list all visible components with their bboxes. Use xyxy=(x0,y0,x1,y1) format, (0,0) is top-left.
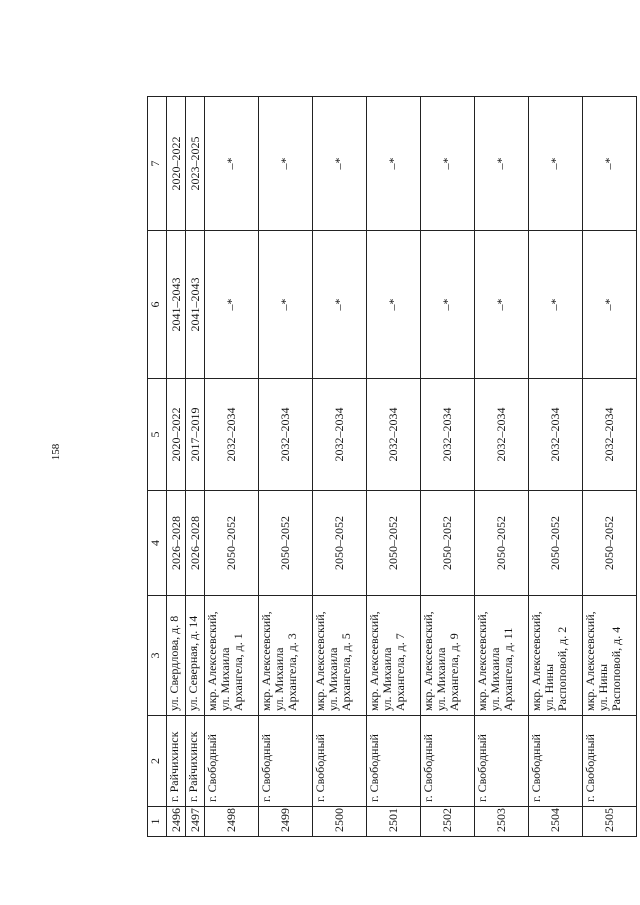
address-cell: мкр. Алексеевский, ул. Михаила Архангела, д. 11 xyxy=(475,596,529,716)
city-cell: г. Свободный xyxy=(529,716,583,807)
period-cell-7: 2020–2022 xyxy=(167,97,186,231)
row-number: 2505 xyxy=(583,807,637,837)
table-row xyxy=(167,97,186,837)
period-cell-6: –* xyxy=(583,231,637,379)
address-cell: мкр. Алексеевский, ул. Михаила Архангела, д. 1 xyxy=(205,596,259,716)
period-cell-7: 2023–2025 xyxy=(186,97,205,231)
period-cell-7: –* xyxy=(367,97,421,231)
period-cell-6: –* xyxy=(367,231,421,379)
page-number: 158 xyxy=(50,443,62,461)
row-number: 2497 xyxy=(186,807,205,837)
period-cell-4: 2050–2052 xyxy=(529,491,583,596)
column-header-5: 5 xyxy=(148,379,167,491)
period-cell-4: 2050–2052 xyxy=(313,491,367,596)
period-cell-4: 2050–2052 xyxy=(205,491,259,596)
column-header-1: 1 xyxy=(148,807,167,837)
address-cell: мкр. Алексеевский, ул. Михаила Архангела, д. 9 xyxy=(421,596,475,716)
table-container xyxy=(147,97,637,837)
period-cell-6: 2041–2043 xyxy=(186,231,205,379)
column-header-3: 3 xyxy=(148,596,167,716)
period-cell-5: 2032–2034 xyxy=(583,379,637,491)
address-cell: ул. Северная, д. 14 xyxy=(186,596,205,716)
period-cell-5: 2032–2034 xyxy=(475,379,529,491)
table-row xyxy=(475,97,529,837)
period-cell-4: 2050–2052 xyxy=(421,491,475,596)
city-cell: г. Свободный xyxy=(421,716,475,807)
row-number: 2496 xyxy=(167,807,186,837)
period-cell-6: –* xyxy=(529,231,583,379)
period-cell-5: 2020–2022 xyxy=(167,379,186,491)
period-cell-6: –* xyxy=(421,231,475,379)
city-cell: г. Свободный xyxy=(205,716,259,807)
period-cell-7: –* xyxy=(475,97,529,231)
period-cell-5: 2032–2034 xyxy=(421,379,475,491)
period-cell-6: –* xyxy=(259,231,313,379)
row-number: 2502 xyxy=(421,807,475,837)
city-cell: г. Свободный xyxy=(367,716,421,807)
period-cell-4: 2026–2028 xyxy=(186,491,205,596)
table-row xyxy=(583,97,637,837)
period-cell-4: 2050–2052 xyxy=(367,491,421,596)
period-cell-4: 2050–2052 xyxy=(475,491,529,596)
city-cell: г. Свободный xyxy=(259,716,313,807)
period-cell-7: –* xyxy=(583,97,637,231)
period-cell-7: –* xyxy=(259,97,313,231)
period-cell-5: 2032–2034 xyxy=(259,379,313,491)
period-cell-7: –* xyxy=(205,97,259,231)
row-number: 2498 xyxy=(205,807,259,837)
table-row xyxy=(186,97,205,837)
period-cell-4: 2050–2052 xyxy=(583,491,637,596)
period-cell-5: 2017–2019 xyxy=(186,379,205,491)
table-row xyxy=(313,97,367,837)
column-header-7: 7 xyxy=(148,97,167,231)
city-cell: г. Свободный xyxy=(475,716,529,807)
address-cell: мкр. Алексеевский, ул. Нины Распоповой, д. 4 xyxy=(583,596,637,716)
period-cell-6: –* xyxy=(475,231,529,379)
row-number: 2499 xyxy=(259,807,313,837)
table-row xyxy=(421,97,475,837)
table-row xyxy=(367,97,421,837)
column-header-4: 4 xyxy=(148,491,167,596)
period-cell-7: –* xyxy=(529,97,583,231)
city-cell: г. Свободный xyxy=(583,716,637,807)
data-table xyxy=(147,96,637,837)
period-cell-7: –* xyxy=(313,97,367,231)
address-cell: мкр. Алексеевский, ул. Михаила Архангела, д. 3 xyxy=(259,596,313,716)
period-cell-6: 2041–2043 xyxy=(167,231,186,379)
address-cell: мкр. Алексеевский, ул. Нины Распоповой, д. 2 xyxy=(529,596,583,716)
city-cell: г. Райчихинск xyxy=(167,716,186,807)
table-row xyxy=(259,97,313,837)
period-cell-5: 2032–2034 xyxy=(529,379,583,491)
row-number: 2500 xyxy=(313,807,367,837)
address-cell: мкр. Алексеевский, ул. Михаила Архангела, д. 5 xyxy=(313,596,367,716)
period-cell-6: –* xyxy=(205,231,259,379)
city-cell: г. Райчихинск xyxy=(186,716,205,807)
table-row xyxy=(205,97,259,837)
row-number: 2503 xyxy=(475,807,529,837)
header-row xyxy=(148,97,167,837)
address-cell: мкр. Алексеевский, ул. Михаила Архангела, д. 7 xyxy=(367,596,421,716)
period-cell-4: 2026–2028 xyxy=(167,491,186,596)
row-number: 2501 xyxy=(367,807,421,837)
column-header-6: 6 xyxy=(148,231,167,379)
period-cell-4: 2050–2052 xyxy=(259,491,313,596)
table-row xyxy=(529,97,583,837)
address-cell: ул. Свердлова, д. 8 xyxy=(167,596,186,716)
column-header-2: 2 xyxy=(148,716,167,807)
period-cell-5: 2032–2034 xyxy=(313,379,367,491)
period-cell-6: –* xyxy=(313,231,367,379)
city-cell: г. Свободный xyxy=(313,716,367,807)
period-cell-7: –* xyxy=(421,97,475,231)
period-cell-5: 2032–2034 xyxy=(367,379,421,491)
row-number: 2504 xyxy=(529,807,583,837)
period-cell-5: 2032–2034 xyxy=(205,379,259,491)
